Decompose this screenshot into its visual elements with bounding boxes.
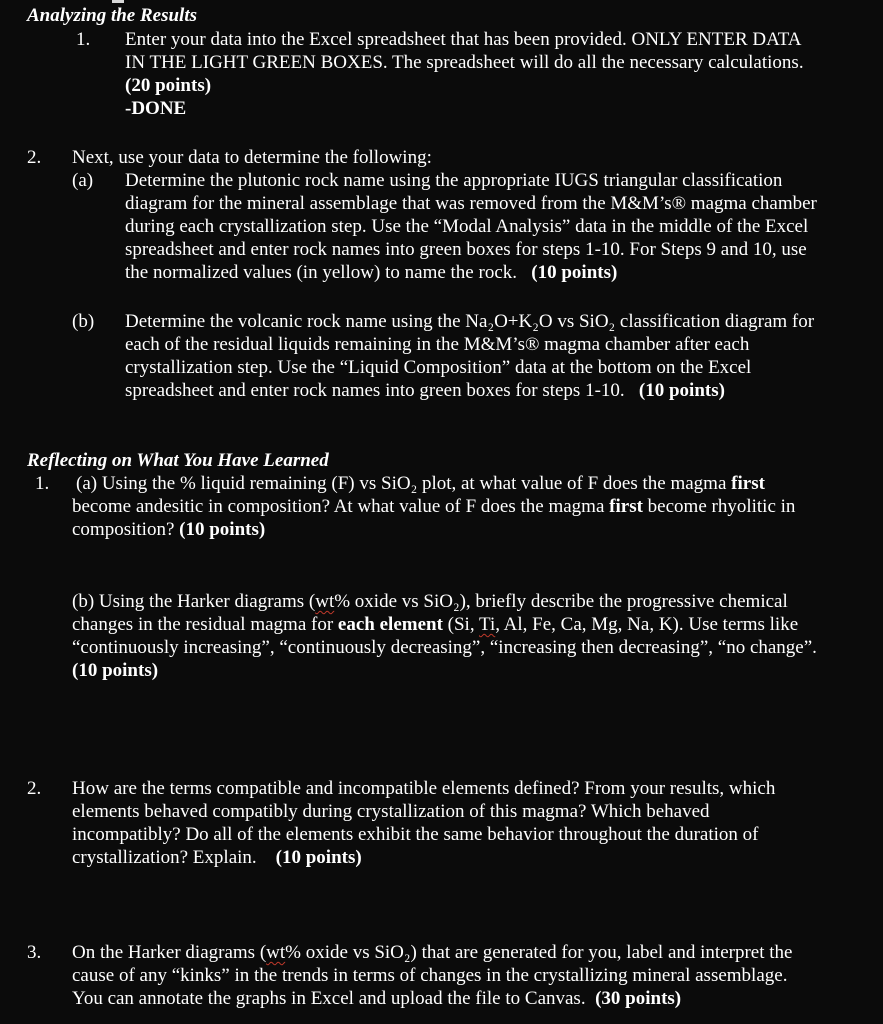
section-heading-reflecting: Reflecting on What You Have Learned (27, 450, 329, 471)
points-label: (10 points) (275, 847, 362, 868)
points-label: (10 points) (72, 660, 159, 681)
emphasis: first (609, 496, 643, 517)
question-text-line (125, 310, 814, 333)
question-text: classification diagram for (615, 311, 815, 332)
question-text: spreadsheet and enter rock names into green boxes for steps 1-10. (125, 380, 625, 401)
points-label: (10 points) (638, 380, 725, 401)
question-text-line: How are the terms compatible and incompatible elements defined? From your results, which (72, 778, 776, 799)
question-text: (a) Using the % liquid remaining (F) vs SiO₂ plot, at what value of F does the magma (76, 473, 732, 494)
points-label: (10 points) (531, 262, 618, 283)
question-text: the normalized values (in yellow) to name the rock. (125, 262, 518, 283)
question-intro: Next, use your data to determine the following: (72, 147, 432, 168)
emphasis: each element (337, 614, 443, 635)
question-number: 3. (27, 942, 42, 963)
emphasis: first (731, 473, 765, 494)
question-text-line: IN THE LIGHT GREEN BOXES. The spreadsheet will do all the necessary calculations. (125, 52, 804, 73)
question-text-line (125, 261, 617, 284)
question-text-line: cause of any “kinks” in the trends in terms of changes in the crystallizing mineral assemblage. (72, 965, 788, 986)
question-text-line: diagram for the mineral assemblage that was removed from the M&M’s® magma chamber (125, 193, 817, 214)
question-text: (b) Using the Harker diagrams ( (72, 591, 316, 612)
points-label: (20 points) (125, 75, 212, 96)
question-text-line (72, 941, 792, 964)
section-heading-analyzing: Analyzing the Results (27, 5, 197, 26)
question-number: 2. (27, 778, 42, 799)
question-text-line: during each crystallization step. Use the “Modal Analysis” data in the middle of the Excel (125, 216, 809, 237)
question-text-line (72, 495, 795, 518)
points-label: (30 points) (595, 988, 682, 1009)
question-text-line: spreadsheet and enter rock names into green boxes for steps 1-10. For Steps 9 and 10, use (125, 239, 807, 260)
question-text: % oxide vs SiO₂) that are generated for you, label and interpret the (285, 942, 793, 963)
question-number: 1. (76, 29, 91, 50)
question-text-line: elements behaved compatibly during crystallization of this magma? Which behaved (72, 801, 710, 822)
question-text: composition? (72, 519, 175, 540)
spellcheck-word: wt (266, 942, 286, 963)
question-text-line (72, 987, 681, 1010)
question-text: On the Harker diagrams ( (72, 942, 267, 963)
question-text-line: incompatibly? Do all of the elements exhibit the same behavior throughout the duration of (72, 824, 759, 845)
subquestion-label: (b) (72, 311, 95, 332)
top-edge-mark (112, 0, 124, 3)
question-number: 1. (35, 473, 50, 494)
formula: Na₂O+K₂O vs SiO₂ (465, 311, 616, 332)
question-number: 2. (27, 147, 42, 168)
question-text-line (72, 518, 265, 541)
question-text-line: each of the residual liquids remaining in the M&M’s® magma chamber after each (125, 334, 750, 355)
question-text-line (125, 379, 725, 402)
question-text: become rhyolitic in (642, 496, 796, 517)
question-text: (Si, (442, 614, 479, 635)
question-text-line: Enter your data into the Excel spreadsheet that has been provided. ONLY ENTER DATA (125, 29, 802, 50)
question-text: , Al, Fe, Ca, Mg, Na, K). Use terms like (495, 614, 799, 635)
question-text-line (72, 590, 788, 613)
points-label: (10 points) (179, 519, 266, 540)
question-text: become andesitic in composition? At what value of F does the magma (72, 496, 610, 517)
question-text-line: “continuously increasing”, “continuously decreasing”, “increasing then decreasing”, “no change”. (72, 637, 817, 658)
question-text: You can annotate the graphs in Excel and upload the file to Canvas. (72, 988, 586, 1009)
question-text: Determine the volcanic rock name using the (125, 311, 466, 332)
question-text: changes in the residual magma for (72, 614, 338, 635)
done-note: -DONE (125, 98, 187, 119)
question-text: % oxide vs SiO₂), briefly describe the progressive chemical (334, 591, 788, 612)
question-text-line (76, 472, 765, 495)
subquestion-label: (a) (72, 170, 94, 191)
spellcheck-word: wt (315, 591, 335, 612)
question-text-line (72, 613, 798, 636)
question-text-line: Determine the plutonic rock name using the appropriate IUGS triangular classification (125, 170, 783, 191)
spellcheck-word: Ti (479, 614, 496, 635)
question-text-line (72, 846, 362, 869)
question-text: crystallization? Explain. (72, 847, 257, 868)
question-text-line: crystallization step. Use the “Liquid Composition” data at the bottom on the Excel (125, 357, 752, 378)
